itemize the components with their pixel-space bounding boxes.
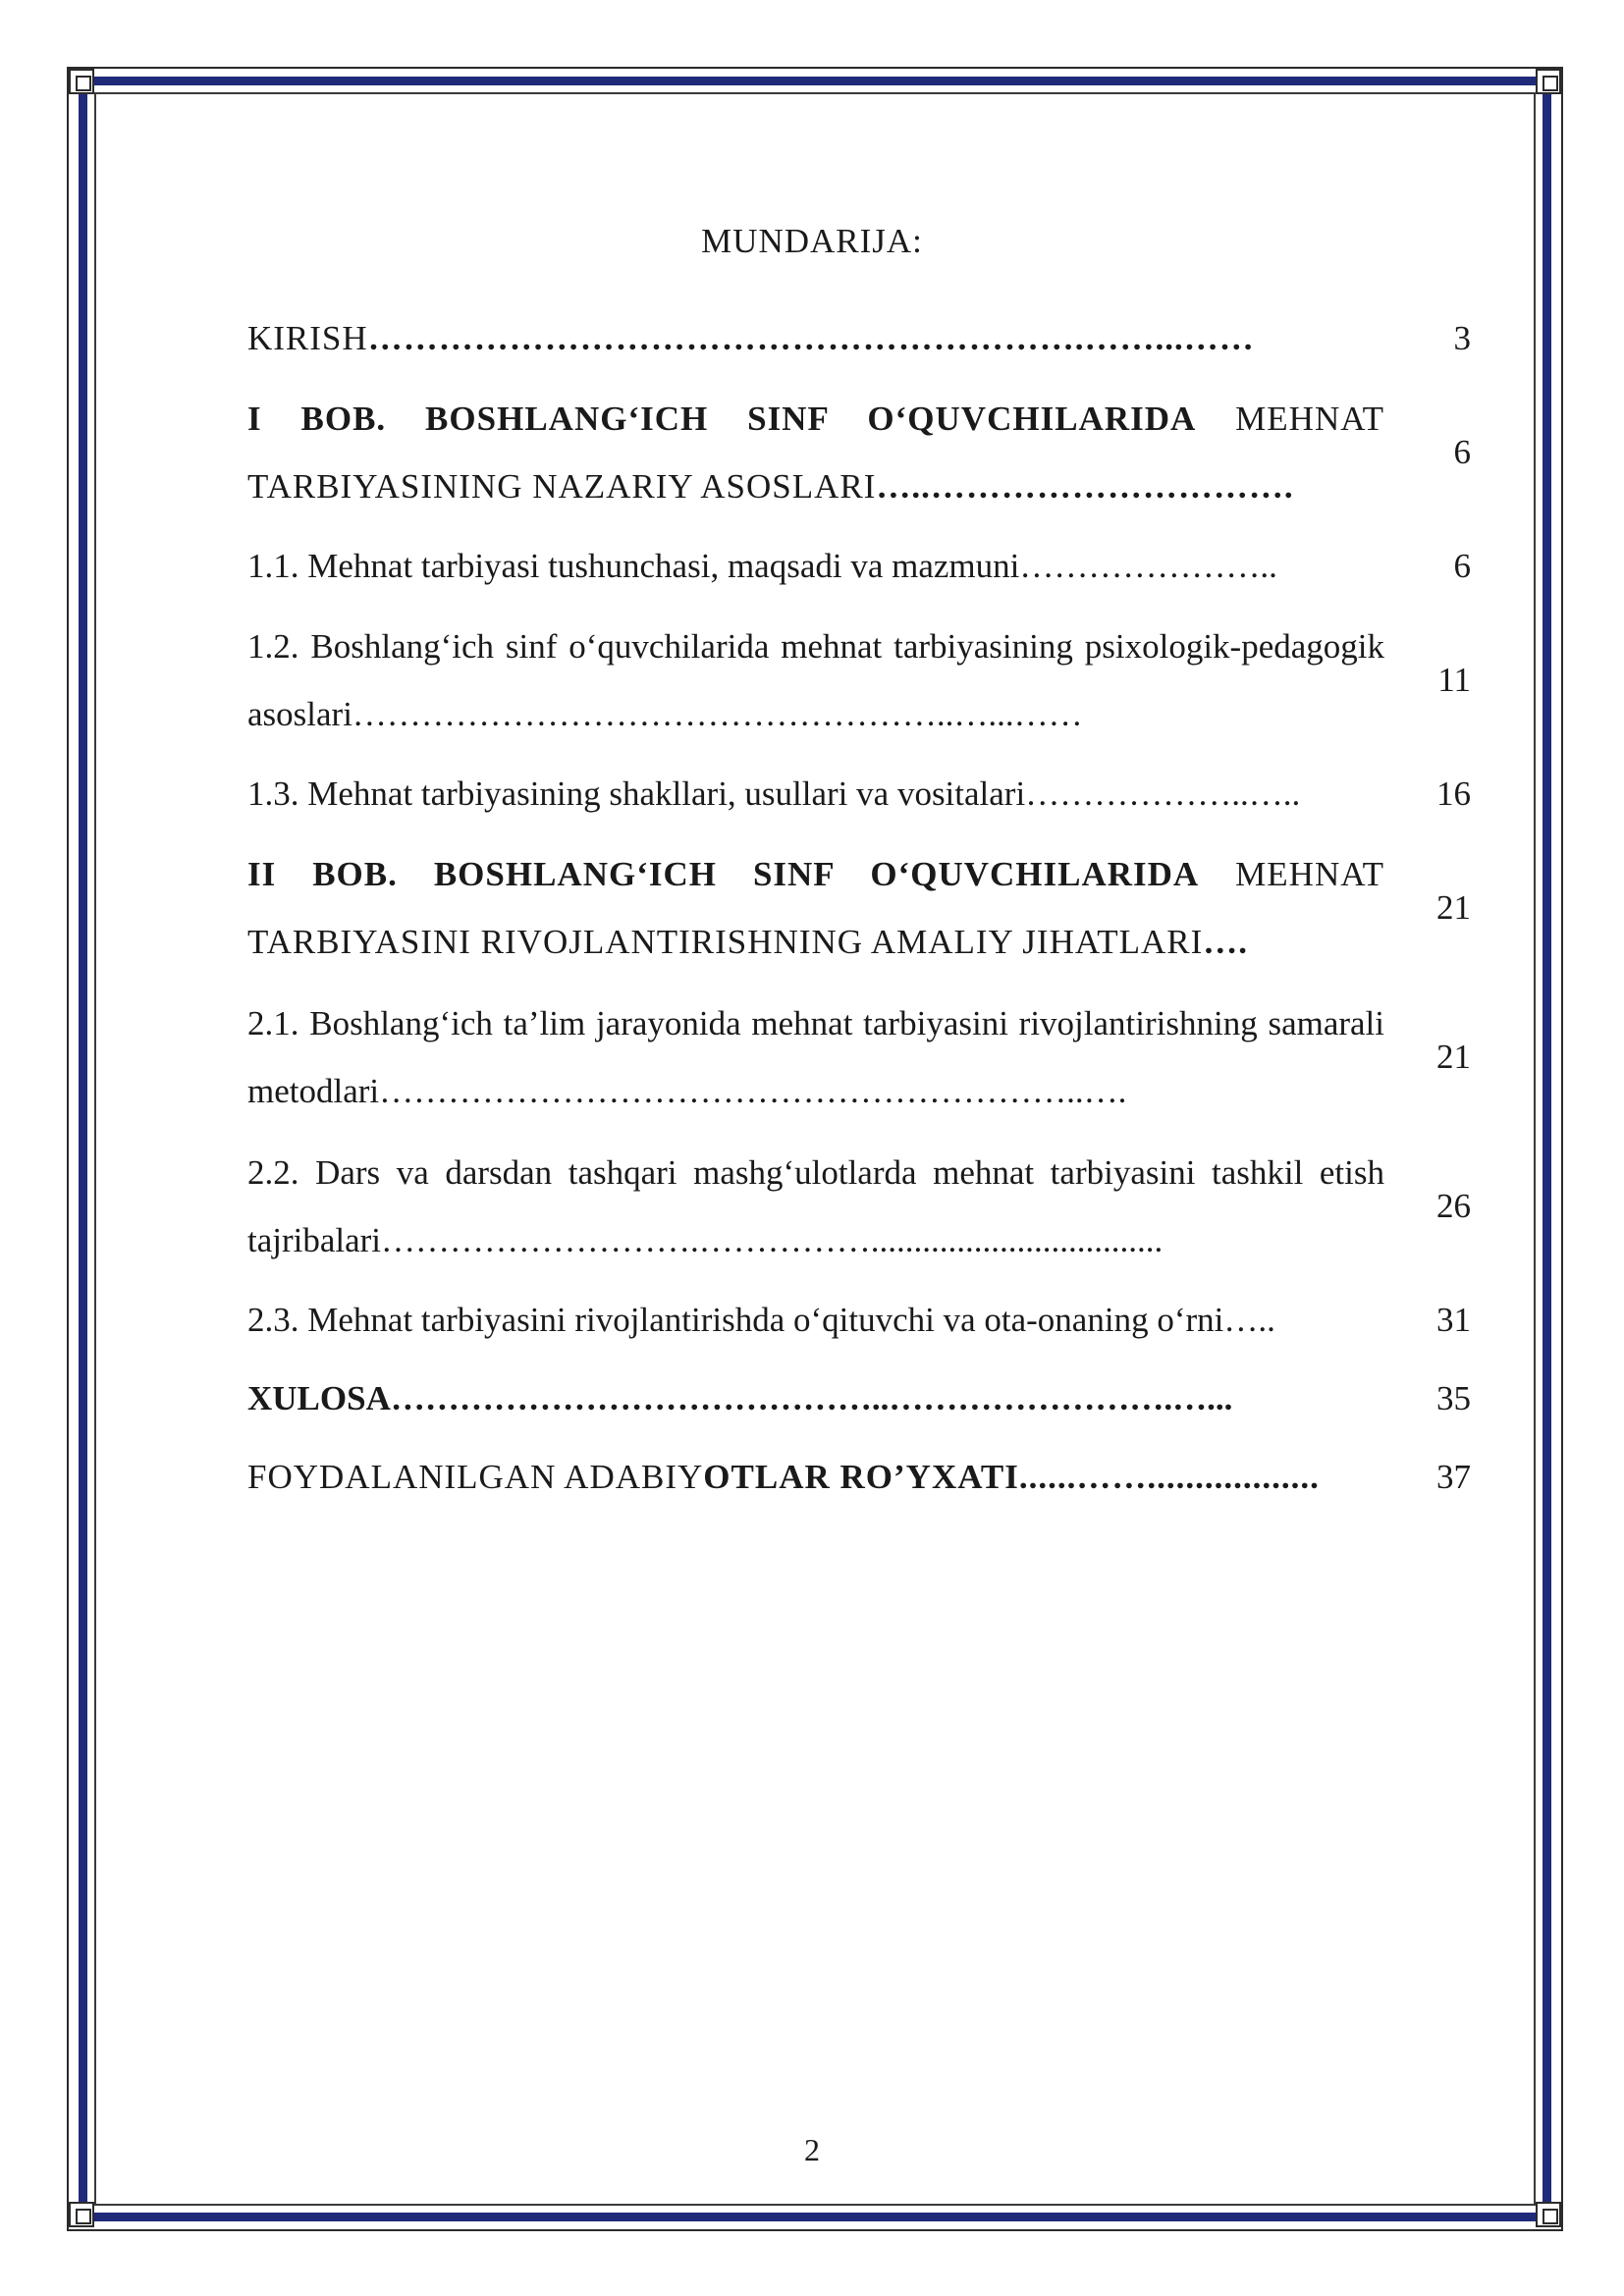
toc-entry-references[interactable] xyxy=(247,1445,1483,1510)
toc-entry-text: 2.2. Dars va darsdan tashqari mashg‘ulotlarda mehnat tarbiyasini tashkil etish tajribalari……………………….…………….................................. xyxy=(247,1153,1384,1259)
toc-entry-section-1-1[interactable] xyxy=(247,534,1483,599)
corner-ornament xyxy=(1536,69,1561,94)
corner-ornament xyxy=(69,69,94,94)
toc-entry-text: 1.2. Boshlang‘ich sinf o‘quvchilarida mehnat tarbiyasining psixologik-pedagogik asoslari……………………………………………..…...…… xyxy=(247,627,1384,733)
corner-ornament xyxy=(1536,2202,1561,2227)
toc-entry-xulosa[interactable] xyxy=(247,1366,1483,1431)
toc-page-number: 6 xyxy=(1453,547,1471,585)
toc-page-number: 35 xyxy=(1436,1379,1471,1417)
toc-page-number: 26 xyxy=(1436,1187,1471,1225)
toc-page-number: 37 xyxy=(1436,1458,1471,1496)
toc-entry-section-2-1[interactable] xyxy=(247,989,1483,1125)
toc-entry-text: XULOSA……………………………………..…………………….…... xyxy=(247,1379,1233,1417)
toc-entry-chapter-1[interactable] xyxy=(247,385,1483,520)
toc-entry-section-1-2[interactable] xyxy=(247,613,1483,748)
toc-entry-text: II BOB. BOSHLANG‘ICH SINF O‘QUVCHILARIDA MEHNAT TARBIYASINI RIVOJLANTIRISHNING AMALIY JIHATLARI…. xyxy=(247,855,1384,961)
toc-entry-kirish[interactable] xyxy=(247,306,1483,371)
toc-entry-text: FOYDALANILGAN ADABIYOTLAR RO’YXATI......…….................. xyxy=(247,1458,1320,1496)
toc-entry-section-1-3[interactable] xyxy=(247,762,1483,827)
toc-entry-text: I BOB. BOSHLANG‘ICH SINF O‘QUVCHILARIDA MEHNAT TARBIYASINING NAZARIY ASOSLARI…..…………………………. xyxy=(247,400,1384,506)
toc-entry-text: 1.1. Mehnat tarbiyasi tushunchasi, maqsadi va mazmuni………………….. xyxy=(247,547,1277,585)
toc-page-number: 3 xyxy=(1453,319,1471,357)
toc-entry-text: 2.3. Mehnat tarbiyasini rivojlantirishda o‘qituvchi va ota-onaning o‘rni….. xyxy=(247,1301,1275,1339)
toc-entry-text: KIRISH…………………………………………………….……...…… xyxy=(247,319,1255,357)
toc-entry-chapter-2[interactable] xyxy=(247,840,1483,976)
toc-page-number: 21 xyxy=(1436,888,1471,927)
toc-page-number: 6 xyxy=(1453,433,1471,471)
page-number: 2 xyxy=(804,2132,820,2167)
toc-entry-text: 1.3. Mehnat tarbiyasining shakllari, usullari va vositalari………………..….. xyxy=(247,774,1301,813)
table-of-contents xyxy=(247,306,1483,1523)
toc-page-number: 16 xyxy=(1436,774,1471,813)
toc-page-number: 21 xyxy=(1436,1038,1471,1076)
page-title: MUNDARIJA: xyxy=(701,222,923,260)
corner-ornament xyxy=(69,2202,94,2227)
toc-entry-section-2-2[interactable] xyxy=(247,1139,1483,1274)
toc-entry-section-2-3[interactable] xyxy=(247,1288,1483,1353)
toc-page-number: 11 xyxy=(1437,661,1471,699)
toc-entry-text: 2.1. Boshlang‘ich ta’lim jarayonida mehnat tarbiyasini rivojlantirishning samarali metodlari……………………………………………………..…. xyxy=(247,1004,1384,1110)
toc-page-number: 31 xyxy=(1436,1301,1471,1339)
